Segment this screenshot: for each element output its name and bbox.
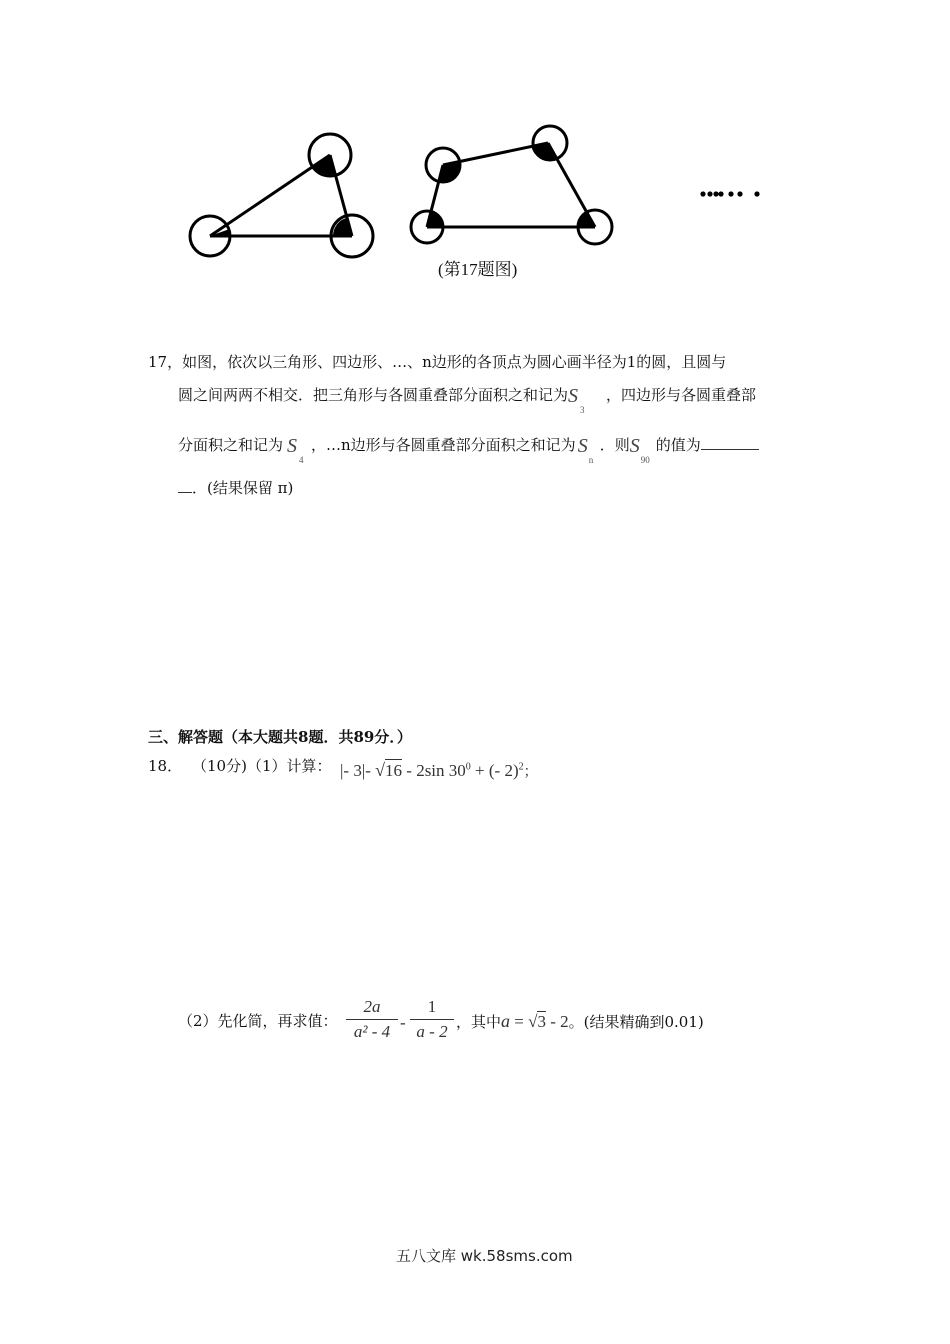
- expr-degree: 0: [465, 761, 471, 773]
- s3-sub: 3: [580, 405, 585, 415]
- q18-part1-label: （10分)（1）计算：: [192, 757, 332, 775]
- sn-sub: n: [588, 455, 594, 465]
- s4-var: S: [287, 435, 298, 457]
- sqrt3-sign: √: [528, 1012, 538, 1031]
- q17-line1: [148, 352, 726, 372]
- q17-text-3b: ，…n边形与各圆重叠部分面积之和记为: [311, 436, 576, 454]
- footer-watermark[interactable]: 五八文库 wk.58sms.com: [396, 1247, 573, 1265]
- answer-blank-cont: [178, 492, 192, 493]
- q17-line2: [178, 380, 757, 415]
- q17-text-3d: 的值为: [655, 436, 701, 454]
- sqrt3-radicand: 3: [537, 1012, 546, 1031]
- q17-text-3a: 分面积之和记为: [178, 436, 284, 454]
- expr-sin: - 2sin 30: [402, 761, 466, 780]
- frac1-numerator: 2a: [363, 997, 381, 1016]
- ellipsis-text: [699, 0, 700, 1]
- q18-part2-condition: [456, 1011, 704, 1032]
- frac2-denominator: a - 2: [416, 1022, 448, 1041]
- q17-text-2b: ，四边形与各圆重叠部: [606, 386, 757, 404]
- s90-var: S: [629, 435, 640, 457]
- section3-heading: 三、解答题（本大题共8题．共89分．）: [148, 728, 412, 746]
- q18-number: 18．: [148, 757, 183, 775]
- part2-end: 。(结果精确到0.01): [568, 1013, 704, 1031]
- q17-text-3c: ．则: [599, 436, 630, 454]
- sn-var: S: [577, 435, 588, 457]
- eq-sign: =: [510, 1012, 529, 1031]
- eq-tail: - 2: [545, 1012, 569, 1031]
- sqrt-radicand: 16: [385, 761, 403, 780]
- answer-blank[interactable]: [701, 449, 759, 450]
- fraction-1: [346, 997, 398, 1042]
- frac2-numerator: 1: [427, 997, 437, 1016]
- expr-exponent: 2: [518, 761, 524, 773]
- q18-part2-label: （2）先化简，再求值：: [178, 1012, 338, 1030]
- triangle-figure: [190, 134, 373, 257]
- expr-abs: |- 3|-: [340, 761, 376, 780]
- s4-sub: 4: [299, 455, 304, 465]
- q17-line4: [178, 478, 293, 498]
- s3-var: S: [568, 385, 579, 407]
- q18-part1-expression: [340, 760, 538, 781]
- q17-number: 17，: [148, 353, 183, 371]
- part2-mid: ，其中: [456, 1013, 502, 1031]
- q17-text-4: ．(结果保留 π): [192, 479, 294, 497]
- q17-text-2a: 圆之间两两不相交．把三角形与各圆重叠部分面积之和记为: [178, 386, 569, 404]
- q17-text-1: 如图，依次以三角形、四边形、…、n边形的各顶点为圆心画半径为1的圆，且圆与: [182, 353, 727, 371]
- frac1-denominator: a² - 4: [353, 1022, 391, 1041]
- triangle-sectors: [210, 155, 352, 236]
- a-var: a: [501, 1011, 511, 1031]
- fraction-2: [410, 997, 454, 1042]
- sqrt-sign: √: [375, 760, 386, 780]
- fraction-minus: -: [400, 1013, 406, 1032]
- figure-caption: (第17题图): [438, 260, 518, 279]
- ellipsis-dots: [700, 191, 759, 196]
- s90-sub: 90: [640, 455, 650, 465]
- expr-end: ；: [523, 765, 538, 780]
- expr-power: + (- 2): [470, 761, 519, 780]
- q18-line1: [148, 756, 182, 776]
- q17-line3: [178, 430, 759, 465]
- q18-part1: [192, 756, 331, 776]
